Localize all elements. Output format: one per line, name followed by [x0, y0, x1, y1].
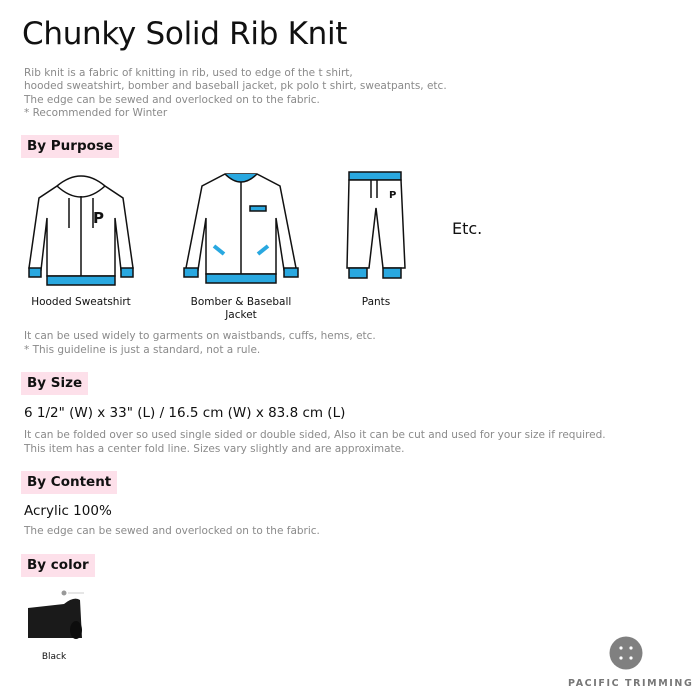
content-note: The edge can be sewed and overlocked on to the fabric. — [24, 525, 320, 537]
bomber-jacket-icon — [180, 168, 302, 288]
note-line: This item has a center fold line. Sizes vary slightly and are approximate. — [24, 442, 405, 455]
black-swatch-image[interactable] — [24, 588, 88, 644]
note-line: It can be used widely to garments on waistbands, cuffs, hems, etc. — [24, 330, 376, 342]
purpose-notes — [24, 330, 376, 357]
description-line: The edge can be sewed and overlocked on to the fabric. — [24, 93, 320, 106]
note-line: It can be folded over so used single sided or double sided, Also it can be cut and used for your size if required. — [24, 429, 606, 441]
description-line: * Recommended for Winter — [24, 106, 168, 119]
content-value: Acrylic 100% — [24, 503, 112, 519]
etc-label: Etc. — [452, 219, 483, 238]
section-tag-size: By Size — [21, 372, 88, 395]
brand-name: PACIFIC TRIMMING — [568, 678, 694, 689]
section-tag-color: By color — [21, 554, 95, 577]
page-title: Chunky Solid Rib Knit — [22, 16, 348, 52]
size-value: 6 1/2" (W) x 33" (L) / 16.5 cm (W) x 83.8 cm (L) — [24, 405, 346, 421]
pants-icon — [343, 168, 409, 288]
section-tag-content: By Content — [21, 471, 117, 494]
section-tag-purpose: By Purpose — [21, 135, 119, 158]
description-line: Rib knit is a fabric of knitting in rib, used to edge of the t shirt, — [24, 67, 353, 79]
purpose-label-jacket: Bomber & Baseball Jacket — [190, 296, 292, 321]
description-line: hooded sweatshirt, bomber and baseball jacket, pk polo t shirt, sweatpants, etc. — [24, 80, 447, 93]
purpose-label-hoodie: Hooded Sweatshirt — [31, 296, 131, 308]
purpose-label-pants: Pants — [361, 296, 391, 308]
size-notes — [24, 429, 606, 456]
color-label-black: Black — [41, 652, 67, 662]
svg-text:P: P — [93, 209, 104, 227]
svg-text:P: P — [389, 190, 397, 201]
note-line: * This guideline is just a standard, not a rule. — [24, 343, 261, 356]
hoodie-icon — [25, 168, 137, 288]
button-logo-icon — [609, 636, 643, 670]
description — [24, 67, 447, 120]
